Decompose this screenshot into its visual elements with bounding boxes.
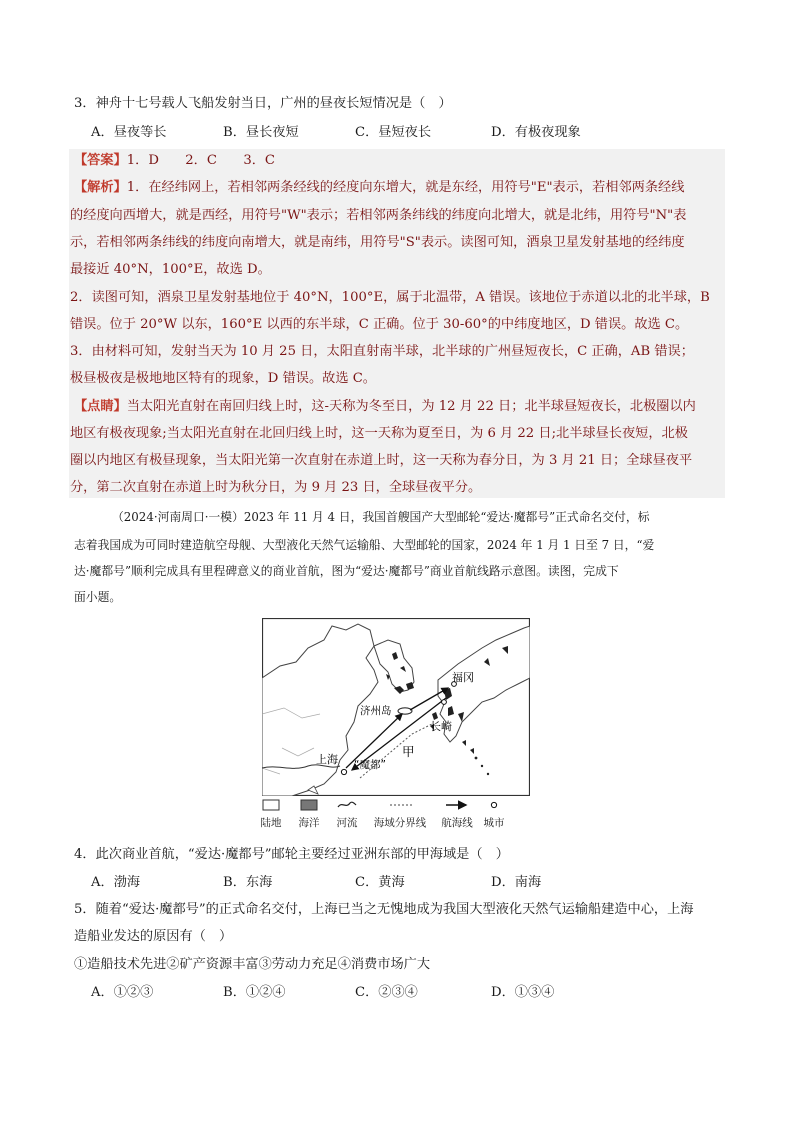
q5-options [91, 983, 623, 1003]
label-shanghai: 上海 [316, 753, 338, 766]
land-swatch-icon [263, 800, 279, 810]
intro-line-2: 志着我国成为可同时建造航空母舰、大型液化天然气运输船、大型邮轮的国家，2024 年 1 月 1 日至 7 日，“爱 [74, 538, 655, 552]
analysis-tag: 【解析】 [74, 180, 127, 195]
q3-option-c: C．昼短夜长 [355, 125, 432, 140]
analysis-line-3: 示，若相邻两条纬线的纬度向南增大，就是南纬，用符号"S"表示。读图可知，酒泉卫星发射基地的经纬度 [70, 235, 685, 250]
q5-option-d: D．①③④ [491, 985, 555, 1000]
q3-stem: 3．神舟十七号载人飞船发射当日，广州的昼夜长短情况是（ ） [74, 96, 452, 111]
legend-symbols [262, 797, 530, 813]
route-map-svg [262, 618, 530, 796]
point-line-1 [74, 397, 696, 417]
q4-stem: 4．此次商业首航，“爱达·魔都号”邮轮主要经过亚洲东部的甲海域是（ ） [74, 847, 509, 862]
legend-city: 城市 [483, 817, 505, 829]
analysis-line-1 [74, 178, 684, 198]
point-line-3: 圈以内地区有极昼现象，当太阳光第一次直射在赤道上时，这一天称为春分日，为 3 月 21 日；全球昼夜平 [70, 453, 693, 468]
river-symbol-icon [338, 802, 356, 807]
point-line-2: 地区有极夜现象;当太阳光直射在北回归线上时，这一天称为夏至日，为 6 月 22 日;北半球昼长夜短，北极 [70, 426, 688, 441]
legend-route: 航海线 [441, 817, 473, 829]
intro-line-4: 面小题。 [74, 590, 122, 604]
label-fukuoka: 福冈 [452, 671, 474, 684]
point-text: 当太阳光直射在南回归线上时，这-天称为冬至日，为 12 月 22 日；北半球昼短夜长，北极圈以内 [126, 399, 696, 414]
q5-option-c: C．②③④ [355, 985, 418, 1000]
q4-option-c: C．黄海 [355, 875, 405, 890]
analysis-text: 1．在经纬网上，若相邻两条经线的经度向东增大，就是东经，用符号"E"表示，若相邻两条经线 [126, 180, 685, 195]
q3-option-d: D．有极夜现象 [491, 125, 581, 140]
label-nagasaki: 长崎 [430, 720, 452, 733]
q3-option-a: A．昼夜等长 [91, 125, 167, 140]
analysis-line-7: 3．由材料可知，发射当天为 10 月 25 日，太阳直射南半球，北半球的广州昼短夜长，C 正确，AB 错误； [70, 344, 694, 359]
answer-text: 1．D 2．C 3．C [126, 153, 275, 168]
map-legend [262, 797, 530, 831]
legend-sea-boundary: 海域分界线 [373, 817, 427, 829]
q5-stem-line-1: 5．随着“爱达·魔都号”的正式命名交付，上海已当之无愧地成为我国大型液化天然气运输船建造中心，上海 [74, 902, 694, 917]
q4-option-a: A．渤海 [91, 875, 141, 890]
q5-stem-line-2: 造船业发达的原因有（ ） [74, 929, 233, 944]
label-jia: 甲 [402, 744, 415, 759]
q4-option-b: B．东海 [223, 875, 273, 890]
analysis-line-2: 的经度向西增大，就是西经，用符号"W"表示；若相邻两条纬线的纬度向北增大，就是北纬，用符号"N"表 [70, 208, 687, 223]
intro-line-3: 达·魔都号”顺利完成具有里程碑意义的商业首航，图为“爱达·魔都号”商业首航线路示意图。读图，完成下 [74, 564, 619, 578]
q5-statements: ①造船技术先进②矿产资源丰富③劳动力充足④消费市场广大 [74, 957, 431, 972]
point-tag: 【点睛】 [74, 399, 127, 414]
legend-river: 河流 [336, 817, 358, 829]
q5-option-a: A．①②③ [91, 985, 154, 1000]
analysis-line-8: 极昼极夜是极地地区特有的现象，D 错误。故选 C。 [70, 371, 376, 386]
point-line-4: 分，第二次直射在赤道上时为秋分日，为 9 月 23 日，全球昼夜平分。 [70, 480, 482, 495]
label-jeju: 济州岛 [360, 705, 392, 717]
intro-line-1: （2024·河南周口·一模）2023 年 11 月 4 日，我国首艘国产大型邮轮“爱达·魔都号”正式命名交付，标 [112, 510, 650, 524]
legend-land: 陆地 [260, 817, 282, 829]
answer-line [74, 151, 275, 171]
city-symbol-icon [491, 802, 496, 807]
legend-ocean: 海洋 [298, 817, 320, 829]
q5-option-b: B．①②④ [223, 985, 286, 1000]
analysis-line-4: 最接近 40°N，100°E，故选 D。 [70, 262, 271, 277]
answer-tag: 【答案】 [74, 153, 127, 168]
analysis-line-5: 2．读图可知，酒泉卫星发射基地位于 40°N，100°E，属于北温带，A 错误。该地位于赤道以北的北半球，B [70, 290, 710, 305]
q3-option-b: B．昼长夜短 [223, 125, 299, 140]
q3-options [91, 123, 623, 143]
label-modu: “魔都” [354, 759, 386, 771]
q4-option-d: D．南海 [491, 875, 542, 890]
q4-options [91, 873, 623, 893]
analysis-line-6: 错误。位于 20°W 以东，160°E 以西的东半球，C 正确。位于 30-60°的中纬度地区，D 错误。故选 C。 [70, 317, 689, 332]
ocean-swatch-icon [301, 800, 317, 810]
